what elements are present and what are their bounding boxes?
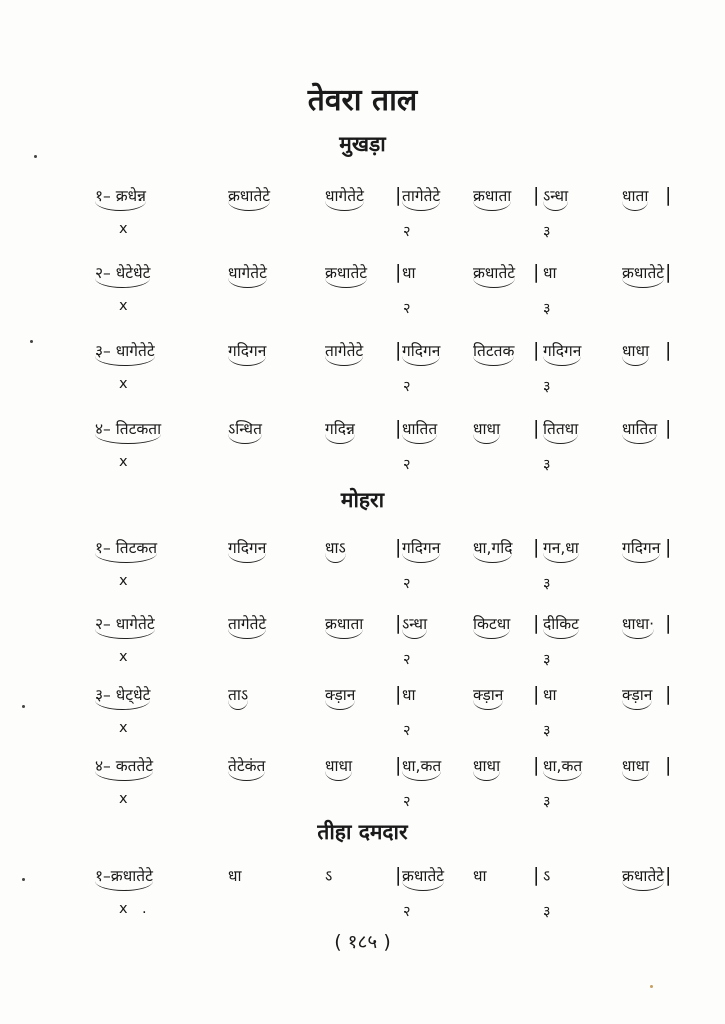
bol-cell: २– धागेतेटे	[95, 613, 155, 639]
vibhag-bar: |	[395, 683, 402, 705]
vibhag-bar: |	[533, 417, 540, 439]
taal-mark-x: x	[119, 901, 128, 917]
taal-mark-two: २	[403, 904, 411, 920]
section-heading-mohra: मोहरा	[340, 488, 385, 512]
taal-mark-two: २	[403, 576, 411, 592]
bol-cell: गदिगन	[622, 537, 660, 563]
bol-cell: १– तिटकत	[95, 537, 157, 563]
bol-cell: धाता	[622, 185, 648, 211]
bol-cell: क्रधातेटे	[473, 262, 515, 288]
bol-cell: धाधा	[473, 418, 500, 444]
bol-cell: धाधा	[473, 755, 500, 781]
taal-mark-x: x	[119, 791, 128, 807]
vibhag-bar: |	[533, 536, 540, 558]
bol-cell: धा,कत	[402, 755, 441, 781]
bol-cell: क्रधाता	[473, 185, 511, 211]
bol-cell: गदिगन	[402, 537, 440, 563]
bol-cell: गदिगन	[402, 340, 440, 366]
vibhag-bar: |	[533, 261, 540, 283]
taal-mark-three: ३	[543, 652, 551, 668]
bol-cell: धाऽ	[325, 537, 346, 563]
taal-mark-x: x	[119, 573, 128, 589]
taal-mark-x: x	[119, 221, 128, 237]
vibhag-bar: |	[533, 683, 540, 705]
taal-mark-x: x	[119, 376, 128, 392]
vibhag-bar: |	[533, 339, 540, 361]
vibhag-bar: |	[395, 417, 402, 439]
bol-cell: क्ड़ान	[325, 684, 355, 710]
taal-mark-two: २	[403, 723, 411, 739]
taal-mark-three: ३	[543, 224, 551, 240]
taal-mark-two: २	[403, 652, 411, 668]
notation-row	[0, 185, 725, 255]
bol-cell: ऽन्धा	[402, 613, 427, 639]
bol-cell: तेटेकंत	[228, 755, 265, 781]
taal-mark-x: x	[119, 454, 128, 470]
vibhag-bar: |	[395, 261, 402, 283]
bol-cell: ३– धेट्धेटे	[95, 684, 150, 710]
bol-cell: धा	[402, 264, 416, 282]
taal-mark-three: ३	[543, 794, 551, 810]
bol-cell: क्ड़ान	[622, 684, 652, 710]
bol-cell: धा	[228, 867, 242, 885]
bol-cell: ऽ	[543, 867, 551, 885]
notation-row	[0, 262, 725, 332]
bol-cell: क्रधातेटे	[622, 262, 664, 288]
taal-mark-x: x	[119, 298, 128, 314]
bol-cell: दीकिट	[543, 613, 579, 639]
scan-speck	[34, 155, 37, 158]
bol-cell: धातित	[402, 418, 437, 444]
bol-cell: धा,गदि	[473, 537, 512, 563]
bol-cell: ताऽ	[228, 684, 248, 710]
notation-row	[0, 537, 725, 607]
taal-mark-x: x	[119, 720, 128, 736]
scan-speck	[650, 985, 653, 988]
bol-cell: तितधा	[543, 418, 578, 444]
bol-cell: धा	[543, 264, 557, 282]
bol-cell: धाधा	[622, 340, 649, 366]
bol-cell: १– क्रधेन्न	[95, 185, 146, 211]
vibhag-bar: |	[395, 536, 402, 558]
bol-cell: क्रधातेटे	[228, 185, 270, 211]
page-title: तेवरा ताल	[307, 83, 418, 118]
bol-cell: धाधा	[622, 755, 649, 781]
taal-mark-three: ३	[543, 576, 551, 592]
vibhag-bar: |	[533, 864, 540, 886]
vibhag-bar: |	[665, 261, 672, 283]
notation-row	[0, 613, 725, 683]
taal-mark-two: २	[403, 379, 411, 395]
bol-cell: धा	[473, 867, 487, 885]
vibhag-bar: |	[665, 536, 672, 558]
scan-speck	[22, 705, 25, 708]
bol-cell: धागेतेटे	[325, 185, 364, 211]
bol-cell: क्ड़ान	[473, 684, 503, 710]
bol-cell: धाधा	[325, 755, 352, 781]
bol-cell: २– धेटेधेटे	[95, 262, 150, 288]
bol-cell: ४– कततेटे	[95, 755, 153, 781]
bol-cell: क्रधातेटे	[325, 262, 367, 288]
taal-mark-x: x	[119, 649, 128, 665]
scan-speck	[22, 878, 25, 881]
notation-row	[0, 418, 725, 488]
scan-speck	[30, 340, 33, 343]
bol-cell: गदिगन	[228, 537, 266, 563]
bol-cell: धा,कत	[543, 755, 582, 781]
bol-cell: तागेतेटे	[228, 613, 266, 639]
bol-cell: ३– धागेतेटे	[95, 340, 155, 366]
vibhag-bar: |	[665, 339, 672, 361]
taal-mark-three: ३	[543, 457, 551, 473]
vibhag-bar: |	[395, 339, 402, 361]
bol-cell: ऽन्धित	[228, 418, 262, 444]
bol-cell: ४– तिटकता	[95, 418, 161, 444]
taal-mark-three: ३	[543, 723, 551, 739]
taal-mark-two: २	[403, 457, 411, 473]
vibhag-bar: |	[533, 612, 540, 634]
notation-row	[0, 865, 725, 935]
notation-row	[0, 755, 725, 825]
bol-cell: गदिन्न	[325, 418, 355, 444]
vibhag-bar: |	[533, 184, 540, 206]
notation-row	[0, 340, 725, 410]
vibhag-bar: |	[395, 184, 402, 206]
taal-mark-two: २	[403, 224, 411, 240]
bol-cell: १–क्रधातेटे	[95, 865, 153, 891]
bol-cell: क्रधातेटे	[622, 865, 664, 891]
vibhag-bar: |	[665, 612, 672, 634]
taal-mark-three: ३	[543, 904, 551, 920]
bol-cell: गन,धा	[543, 537, 579, 563]
vibhag-bar: |	[665, 864, 672, 886]
vibhag-bar: |	[395, 754, 402, 776]
taal-mark-two: २	[403, 301, 411, 317]
bol-cell: तागेतेटे	[325, 340, 363, 366]
bol-cell: धातित	[622, 418, 657, 444]
vibhag-bar: |	[665, 754, 672, 776]
taal-mark-two: २	[403, 794, 411, 810]
vibhag-bar: |	[533, 754, 540, 776]
bol-cell: ऽ	[325, 867, 333, 885]
bol-cell: तिटतक	[473, 340, 514, 366]
vibhag-bar: |	[395, 612, 402, 634]
page-number: ( १८५ )	[334, 931, 391, 953]
bol-cell: गदिगन	[228, 340, 266, 366]
bol-cell: धागेतेटे	[228, 262, 267, 288]
bol-cell: ऽन्धा	[543, 185, 568, 211]
bol-cell: धा	[402, 686, 416, 704]
bol-cell: क्रधाता	[325, 613, 363, 639]
bol-cell: किटधा	[473, 613, 510, 639]
bol-cell: धा	[543, 686, 557, 704]
vibhag-bar: |	[665, 184, 672, 206]
taal-mark-three: ३	[543, 301, 551, 317]
notation-row	[0, 684, 725, 754]
bol-cell: तागेतेटे	[402, 185, 440, 211]
taal-mark-three: ३	[543, 379, 551, 395]
vibhag-bar: |	[395, 864, 402, 886]
bol-cell: क्रधातेटे	[402, 865, 444, 891]
section-heading-mukhda: मुखड़ा	[339, 132, 386, 156]
vibhag-bar: |	[665, 683, 672, 705]
bol-cell: धाधा·	[622, 613, 654, 639]
taal-mark-dot: .	[142, 901, 147, 917]
bol-cell: गदिगन	[543, 340, 581, 366]
vibhag-bar: |	[665, 417, 672, 439]
section-heading-tiha: तीहा दमदार	[317, 820, 408, 844]
